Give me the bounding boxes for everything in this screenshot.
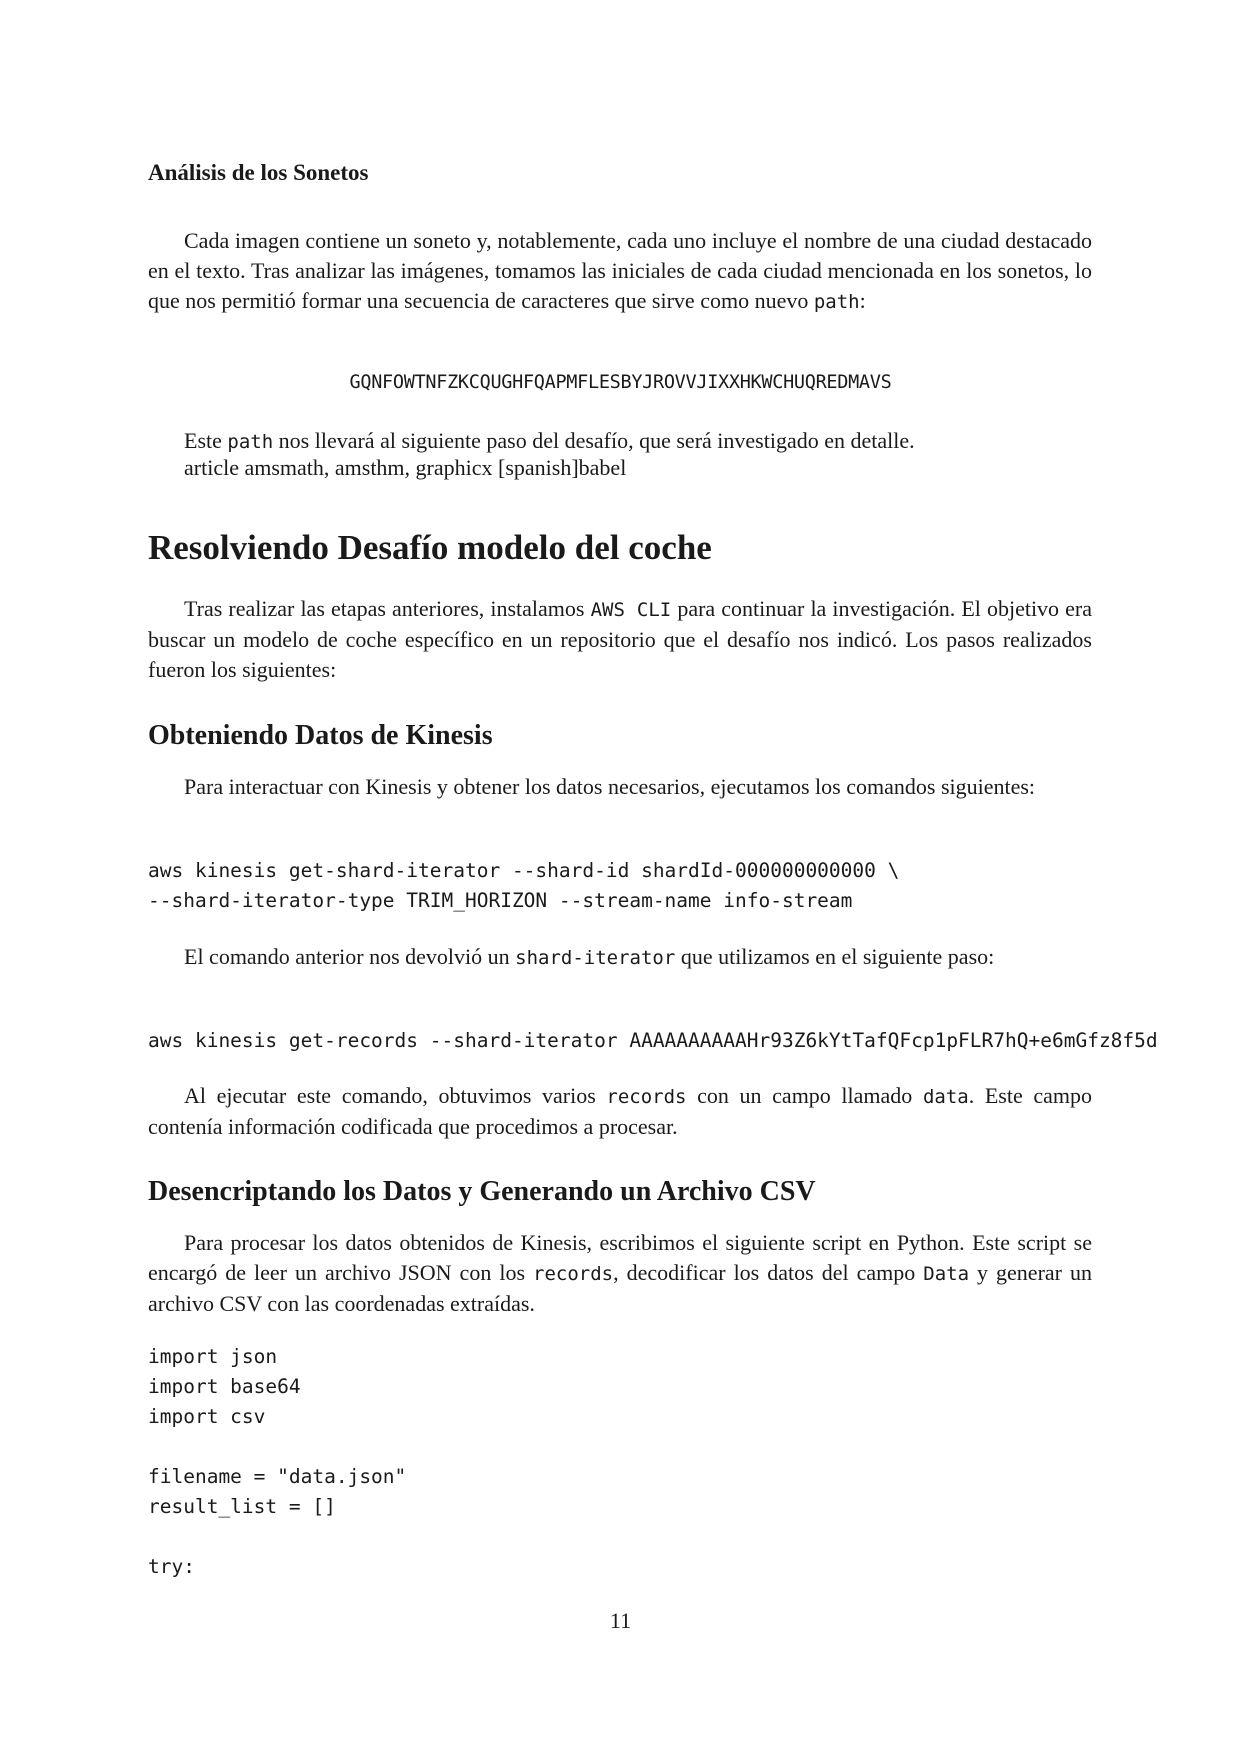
section-heading: Resolviendo Desafío modelo del coche bbox=[148, 528, 712, 567]
code-line: import base64 bbox=[148, 1375, 301, 1398]
section-p1-text-a: Tras realizar las etapas anteriores, instalamos bbox=[184, 596, 591, 621]
kinesis-p2-code: shard-iterator bbox=[515, 947, 676, 969]
analysis-p1-code: path bbox=[813, 291, 860, 313]
decrypt-p1-text-a: Para procesar los datos obtenidos de Kinesis, escribimos el siguiente script en Python. Este script se encargó de leer un archivo JSON con los bbox=[148, 1230, 1092, 1285]
code-line: import csv bbox=[148, 1405, 266, 1428]
subsection-heading-decrypt: Desencriptando los Datos y Generando un Archivo CSV bbox=[148, 1176, 816, 1207]
kinesis-p3-text-b: con un campo llamado bbox=[686, 1083, 923, 1108]
code-line: import json bbox=[148, 1345, 278, 1368]
kinesis-p3-code-records: records bbox=[606, 1086, 687, 1108]
code-line: try: bbox=[148, 1555, 195, 1578]
section-paragraph-1 bbox=[148, 594, 1092, 685]
analysis-p2-text-b: nos llevará al siguiente paso del desafío, que será investigado en detalle. bbox=[273, 428, 915, 453]
kinesis-p3-code-data: data bbox=[922, 1086, 969, 1108]
paragraph-heading-analysis: Análisis de los Sonetos bbox=[148, 160, 369, 185]
kinesis-p2-text-a: El comando anterior nos devolvió un bbox=[184, 944, 516, 969]
analysis-p2-text-a: Este bbox=[184, 428, 228, 453]
kinesis-paragraph-3 bbox=[148, 1081, 1092, 1142]
section-p1-code: AWS CLI bbox=[590, 599, 672, 621]
analysis-p1-text-b: : bbox=[859, 288, 866, 313]
analysis-paragraph-2 bbox=[148, 426, 1092, 457]
path-sequence: GQNFOWTNFZKCQUGHFQAPMFLESBYJROVVJIXXHKWCHUQREDMAVS bbox=[349, 372, 892, 393]
decrypt-p1-code-records: records bbox=[533, 1263, 614, 1285]
section-p1-text-b: para continuar la investigación. El objetivo era buscar un modelo de coche específico en un repositorio que el desafío nos indicó. Los pasos realizados fueron los siguientes: bbox=[148, 596, 1093, 682]
decrypt-p1-code-data: Data bbox=[923, 1263, 970, 1285]
analysis-preamble-line: article amsmath, amsthm, graphicx [spanish]babel bbox=[184, 455, 627, 480]
decrypt-paragraph-1 bbox=[148, 1228, 1092, 1319]
kinesis-paragraph-1: Para interactuar con Kinesis y obtener los datos necesarios, ejecutamos los comandos siguientes: bbox=[184, 774, 1036, 799]
kinesis-command-2: aws kinesis get-records --shard-iterator AAAAAAAAAAHr93Z6kYtTafQFcp1pFLR7hQ+e6mGfz8f5d bbox=[148, 1029, 1158, 1052]
kinesis-p3-text-a: Al ejecutar este comando, obtuvimos varios bbox=[184, 1083, 607, 1108]
kinesis-p3-text-c: . Este campo contenía información codificada que procedimos a procesar. bbox=[148, 1083, 1092, 1139]
kinesis-paragraph-2 bbox=[148, 942, 1092, 973]
analysis-p2-code: path bbox=[227, 431, 274, 453]
subsection-heading-kinesis: Obteniendo Datos de Kinesis bbox=[148, 720, 493, 751]
kinesis-command-1-line-1: aws kinesis get-shard-iterator --shard-id shardId-000000000000 \ bbox=[148, 859, 900, 882]
kinesis-p2-text-b: que utilizamos en el siguiente paso: bbox=[675, 944, 995, 969]
analysis-paragraph-1 bbox=[148, 226, 1092, 317]
code-line: result_list = [] bbox=[148, 1495, 336, 1518]
code-line: filename = "data.json" bbox=[148, 1465, 407, 1488]
decrypt-p1-text-c: y generar un archivo CSV con las coordenadas extraídas. bbox=[148, 1260, 1092, 1316]
analysis-p1-text-a: Cada imagen contiene un soneto y, notablemente, cada uno incluye el nombre de una ciudad destacado en el texto. Tras analizar las imágenes, tomamos las iniciales de cada ciudad mencionada en los sonetos, lo que nos permitió formar una secuencia de caracteres que sirve como nuevo bbox=[148, 228, 1092, 313]
kinesis-command-1-line-2: --shard-iterator-type TRIM_HORIZON --stream-name info-stream bbox=[148, 889, 853, 912]
page-number: 11 bbox=[609, 1608, 632, 1633]
decrypt-p1-text-b: , decodificar los datos del campo bbox=[613, 1260, 924, 1285]
